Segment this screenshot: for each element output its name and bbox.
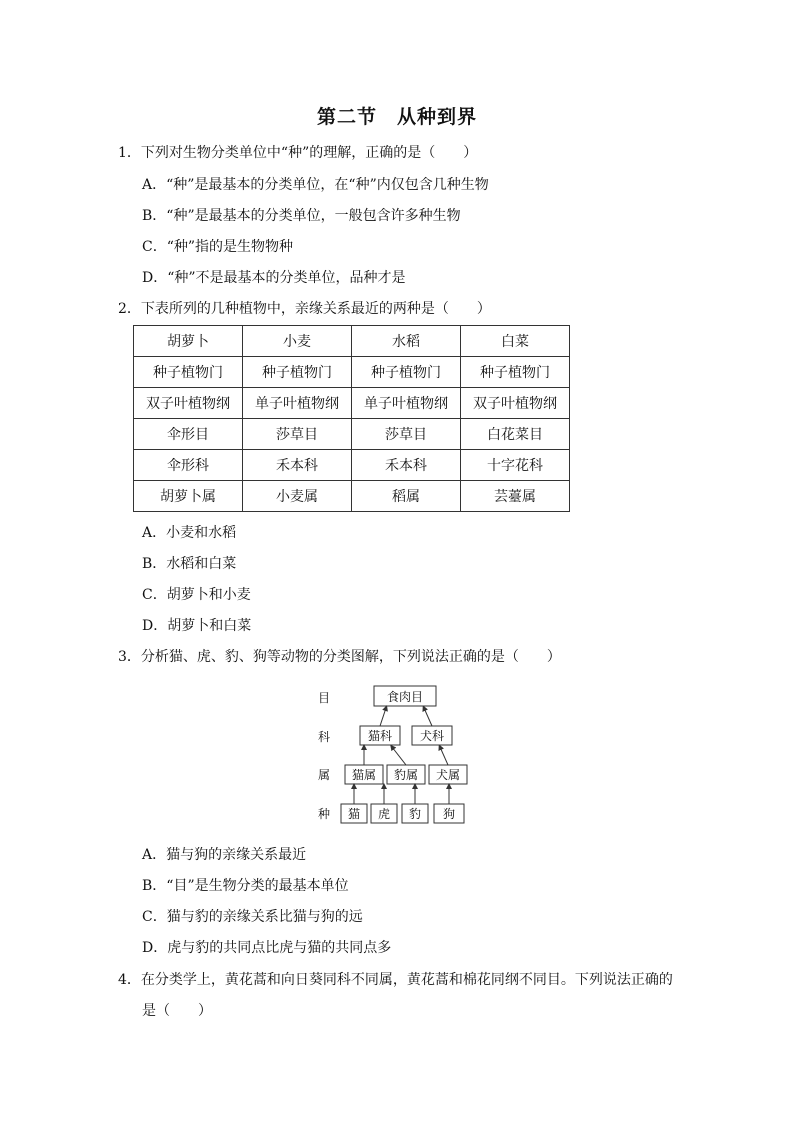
table-cell: 水稻 — [352, 326, 461, 357]
table-cell: 伞形目 — [134, 419, 243, 450]
question-4-stem-continued: 是（ ） — [142, 1003, 212, 1019]
table-cell: 单子叶植物纲 — [243, 388, 352, 419]
table-cell: 禾本科 — [352, 450, 461, 481]
table-cell: 禾本科 — [243, 450, 352, 481]
table-cell: 单子叶植物纲 — [352, 388, 461, 419]
table-cell: 伞形科 — [134, 450, 243, 481]
question-2-option-a[interactable]: A．小麦和水稻 — [142, 525, 237, 541]
classification-tree-diagram — [310, 680, 480, 830]
table-cell: 莎草目 — [352, 419, 461, 450]
question-1-option-c[interactable]: C．“种”指的是生物物种 — [142, 239, 294, 255]
question-1-option-d[interactable]: D．“种”不是最基本的分类单位，品种才是 — [142, 270, 406, 286]
table-row — [134, 357, 570, 388]
question-2-stem: 2．下表所列的几种植物中，亲缘关系最近的两种是（ ） — [118, 301, 491, 317]
family-label-cat: 猫科 — [367, 729, 393, 743]
page-title: 第二节 从种到界 — [316, 106, 477, 128]
species-label-dog: 狗 — [442, 807, 456, 821]
arrow-panthera-to-felidae — [392, 747, 406, 765]
arrow-canis-to-canidae — [440, 747, 448, 765]
table-cell: 十字花科 — [461, 450, 570, 481]
table-cell: 稻属 — [352, 481, 461, 512]
question-3-stem: 3．分析猫、虎、豹、狗等动物的分类图解，下列说法正确的是（ ） — [118, 649, 561, 665]
question-1-option-b[interactable]: B．“种”是最基本的分类单位，一般包含许多种生物 — [142, 208, 461, 224]
table-row — [134, 481, 570, 512]
genus-label-felis: 猫属 — [351, 768, 377, 782]
order-label: 食肉目 — [386, 690, 424, 704]
plant-classification-table — [133, 325, 570, 512]
table-cell: 种子植物门 — [352, 357, 461, 388]
table-row — [134, 388, 570, 419]
table-cell: 种子植物门 — [243, 357, 352, 388]
table-cell: 小麦 — [243, 326, 352, 357]
question-1-option-a[interactable]: A．“种”是最基本的分类单位，在“种”内仅包含几种生物 — [142, 177, 489, 193]
question-2-option-b[interactable]: B．水稻和白菜 — [142, 556, 237, 572]
arrow-felidae-to-carnivora — [380, 708, 386, 726]
table-cell: 小麦属 — [243, 481, 352, 512]
family-label-dog: 犬科 — [419, 729, 445, 743]
table-cell: 莎草目 — [243, 419, 352, 450]
rank-label-species: 种 — [318, 807, 331, 821]
table-cell: 芸薹属 — [461, 481, 570, 512]
table-row — [134, 326, 570, 357]
genus-label-canis: 犬属 — [435, 768, 461, 782]
table-cell: 白花菜目 — [461, 419, 570, 450]
rank-label-family: 科 — [318, 730, 331, 744]
species-label-tiger: 虎 — [377, 807, 391, 821]
table-cell: 种子植物门 — [461, 357, 570, 388]
question-3-option-c[interactable]: C．猫与豹的亲缘关系比猫与狗的远 — [142, 909, 363, 925]
question-1-stem: 1．下列对生物分类单位中“种”的理解，正确的是（ ） — [118, 145, 478, 161]
rank-label-genus: 属 — [318, 768, 331, 782]
question-2-option-c[interactable]: C．胡萝卜和小麦 — [142, 587, 251, 603]
question-4-stem: 4．在分类学上，黄花蒿和向日葵同科不同属，黄花蒿和棉花同纲不同目。下列说法正确的 — [118, 972, 673, 988]
rank-label-order: 目 — [318, 691, 331, 705]
genus-label-panthera: 豹属 — [393, 768, 419, 782]
table-cell: 白菜 — [461, 326, 570, 357]
question-3-option-b[interactable]: B．“目”是生物分类的最基本单位 — [142, 878, 349, 894]
table-cell: 双子叶植物纲 — [134, 388, 243, 419]
table-cell: 双子叶植物纲 — [461, 388, 570, 419]
table-cell: 种子植物门 — [134, 357, 243, 388]
question-3-option-a[interactable]: A．猫与狗的亲缘关系最近 — [142, 847, 307, 863]
arrow-canidae-to-carnivora — [424, 708, 432, 726]
species-label-leopard: 豹 — [408, 807, 422, 821]
question-3-option-d[interactable]: D．虎与豹的共同点比虎与猫的共同点多 — [142, 940, 392, 956]
table-cell: 胡萝卜 — [134, 326, 243, 357]
table-row — [134, 450, 570, 481]
table-row — [134, 419, 570, 450]
question-2-option-d[interactable]: D．胡萝卜和白菜 — [142, 618, 252, 634]
species-label-cat: 猫 — [347, 807, 361, 821]
table-cell: 胡萝卜属 — [134, 481, 243, 512]
